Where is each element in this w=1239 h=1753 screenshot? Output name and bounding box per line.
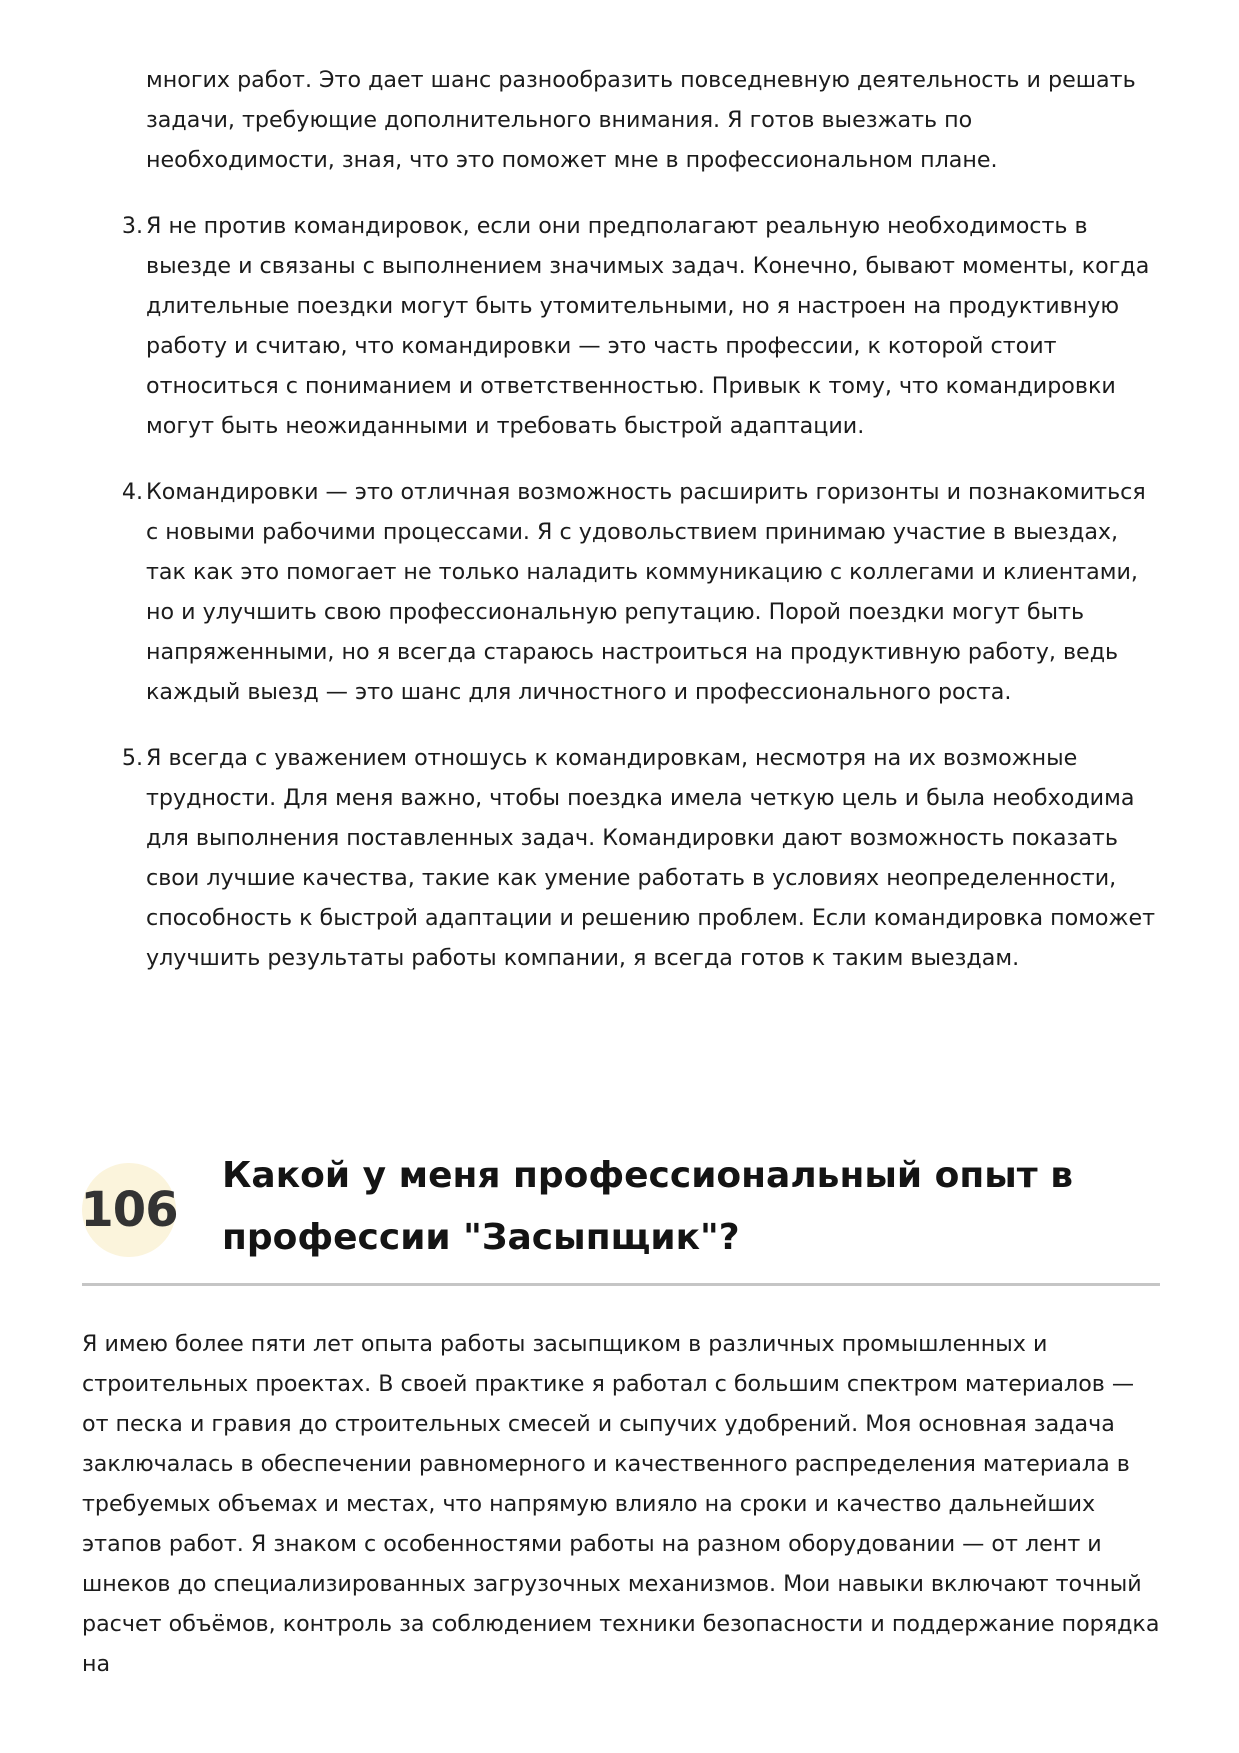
question-title: Какой у меня профессиональный опыт в профессии "Засыпщик"? bbox=[222, 1155, 1073, 1258]
previous-answer-continuation: многих работ. Это дает шанс разнообразить повседневную деятельность и решать задачи, требующие дополнительного внимания. Я готов выезжать по необходимости, зная, что это поможет мне в профессиональном плане. bbox=[146, 67, 1136, 173]
list-item-text: Я не против командировок, если они предполагают реальную необходимость в выезде и связаны с выполнением значимых задач. Конечно, бывают моменты, когда длительные поездки могут быть утомительными, но я настроен на продуктивную работу и считаю, что командировки — это часть профессии, к которой стоит относиться с пониманием и ответственностью. Привык к тому, что командировки могут быть неожиданными и требовать быстрой адаптации. bbox=[146, 213, 1150, 439]
list-item bbox=[0, 206, 1161, 446]
answer-paragraph: Я имею более пяти лет опыта работы засыпщиком в различных промышленных и строительных проектах. В своей практике я работал с большим спектром материалов — от песка и гравия до строительных смесей и сыпучих удобрений. Моя основная задача заключалась в обеспечении равномерного и качественного распределения материала в требуемых объемах и местах, что напрямую влияло на сроки и качество дальнейших этапов работ. Я знаком с особенностями работы на разном оборудовании — от лент и шнеков до специализированных загрузочных механизмов. Мои навыки включают точный расчет объёмов, контроль за соблюдением техники безопасности и поддержание порядка на bbox=[82, 1331, 1160, 1677]
list-item-text: Я всегда с уважением отношусь к командировкам, несмотря на их возможные трудности. Для меня важно, чтобы поездка имела четкую цель и была необходима для выполнения поставленных задач. Командировки дают возможность показать свои лучшие качества, такие как умение работать в условиях неопределенности, способность к быстрой адаптации и решению проблем. Если командировка поможет улучшить результаты работы компании, я всегда готов к таким выездам. bbox=[146, 745, 1156, 971]
list-item bbox=[0, 472, 1161, 712]
question-header bbox=[80, 1155, 1160, 1286]
list-item bbox=[0, 738, 1161, 978]
list-item-text: Командировки — это отличная возможность расширить горизонты и познакомиться с новыми рабочими процессами. Я с удовольствием принимаю участие в выездах, так как это помогает не только наладить коммуникацию с коллегами и клиентами, но и улучшить свою профессиональную репутацию. Порой поездки могут быть напряженными, но я всегда стараюсь настроиться на продуктивную работу, ведь каждый выезд — это шанс для личностного и профессионального роста. bbox=[146, 479, 1146, 705]
list-item-number: 5. bbox=[121, 745, 143, 771]
answer-variants-list bbox=[0, 206, 1239, 1004]
list-item-number: 3. bbox=[121, 213, 143, 239]
question-number-badge: 106 bbox=[82, 1163, 176, 1257]
list-item-number: 4. bbox=[121, 479, 143, 505]
